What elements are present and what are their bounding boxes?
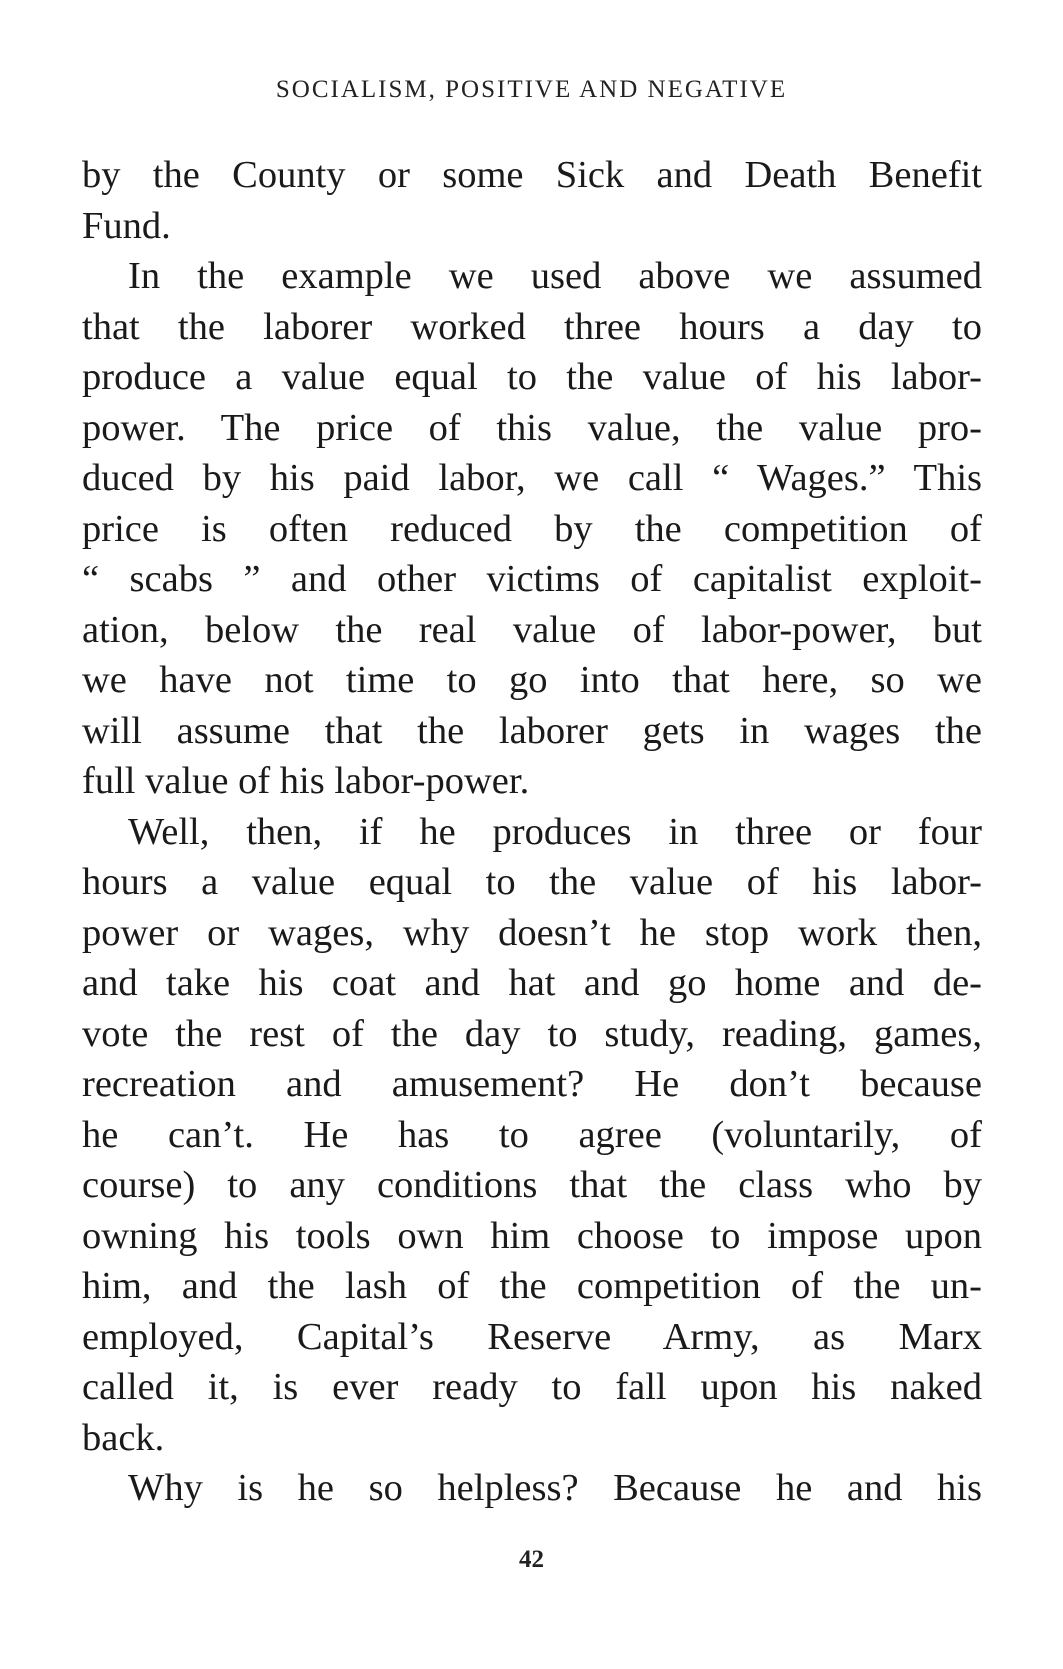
text-line: power. The price of this value, the value pro-	[82, 406, 982, 449]
text-line: “ scabs ” and other victims of capitalist exploit-	[82, 558, 982, 600]
text-line: price is often reduced by the competition of	[82, 507, 982, 550]
text-line: ation, below the real value of labor-power, but	[82, 608, 982, 651]
running-head: SOCIALISM, POSITIVE AND NEGATIVE	[275, 76, 788, 103]
paragraph-1	[82, 150, 982, 251]
text-line: In the example we used above we assumed	[128, 255, 982, 297]
text-line: he can’t. He has to agree (voluntarily, of	[82, 1113, 982, 1156]
text-line: course) to any conditions that the class who by	[82, 1164, 982, 1206]
text-line: owning his tools own him choose to impose upon	[82, 1214, 982, 1257]
paragraph-3	[82, 807, 982, 1464]
text-line: we have not time to go into that here, so we	[82, 659, 982, 701]
paragraph-4	[82, 1463, 982, 1514]
text-line: employed, Capital’s Reserve Army, as Marx	[82, 1315, 982, 1358]
text-line: called it, is ever ready to fall upon his naked	[82, 1366, 982, 1408]
text-line: and take his coat and hat and go home and de-	[82, 962, 982, 1004]
text-line: Well, then, if he produces in three or four	[128, 810, 982, 853]
text-line: Fund.	[82, 204, 171, 247]
text-line: full value of his labor-power.	[82, 760, 530, 802]
text-line: duced by his paid labor, we call “ Wages.” This	[82, 457, 982, 499]
text-line: him, and the lash of the competition of the un-	[82, 1265, 982, 1307]
text-line: by the County or some Sick and Death Benefit	[82, 154, 982, 196]
text-line: back.	[82, 1416, 165, 1459]
body-text	[82, 150, 982, 1514]
page-number: 42	[519, 1546, 544, 1573]
text-line: power or wages, why doesn’t he stop work then,	[82, 911, 982, 954]
text-line: hours a value equal to the value of his labor-	[82, 861, 982, 903]
text-line: recreation and amusement? He don’t because	[82, 1063, 982, 1105]
text-line: vote the rest of the day to study, reading, games,	[82, 1012, 982, 1055]
text-line: produce a value equal to the value of his labor-	[82, 356, 982, 398]
paragraph-2	[82, 251, 982, 807]
text-line: that the laborer worked three hours a day to	[82, 305, 982, 348]
text-line: will assume that the laborer gets in wages the	[82, 709, 982, 752]
text-line: Why is he so helpless? Because he and his	[128, 1467, 982, 1509]
